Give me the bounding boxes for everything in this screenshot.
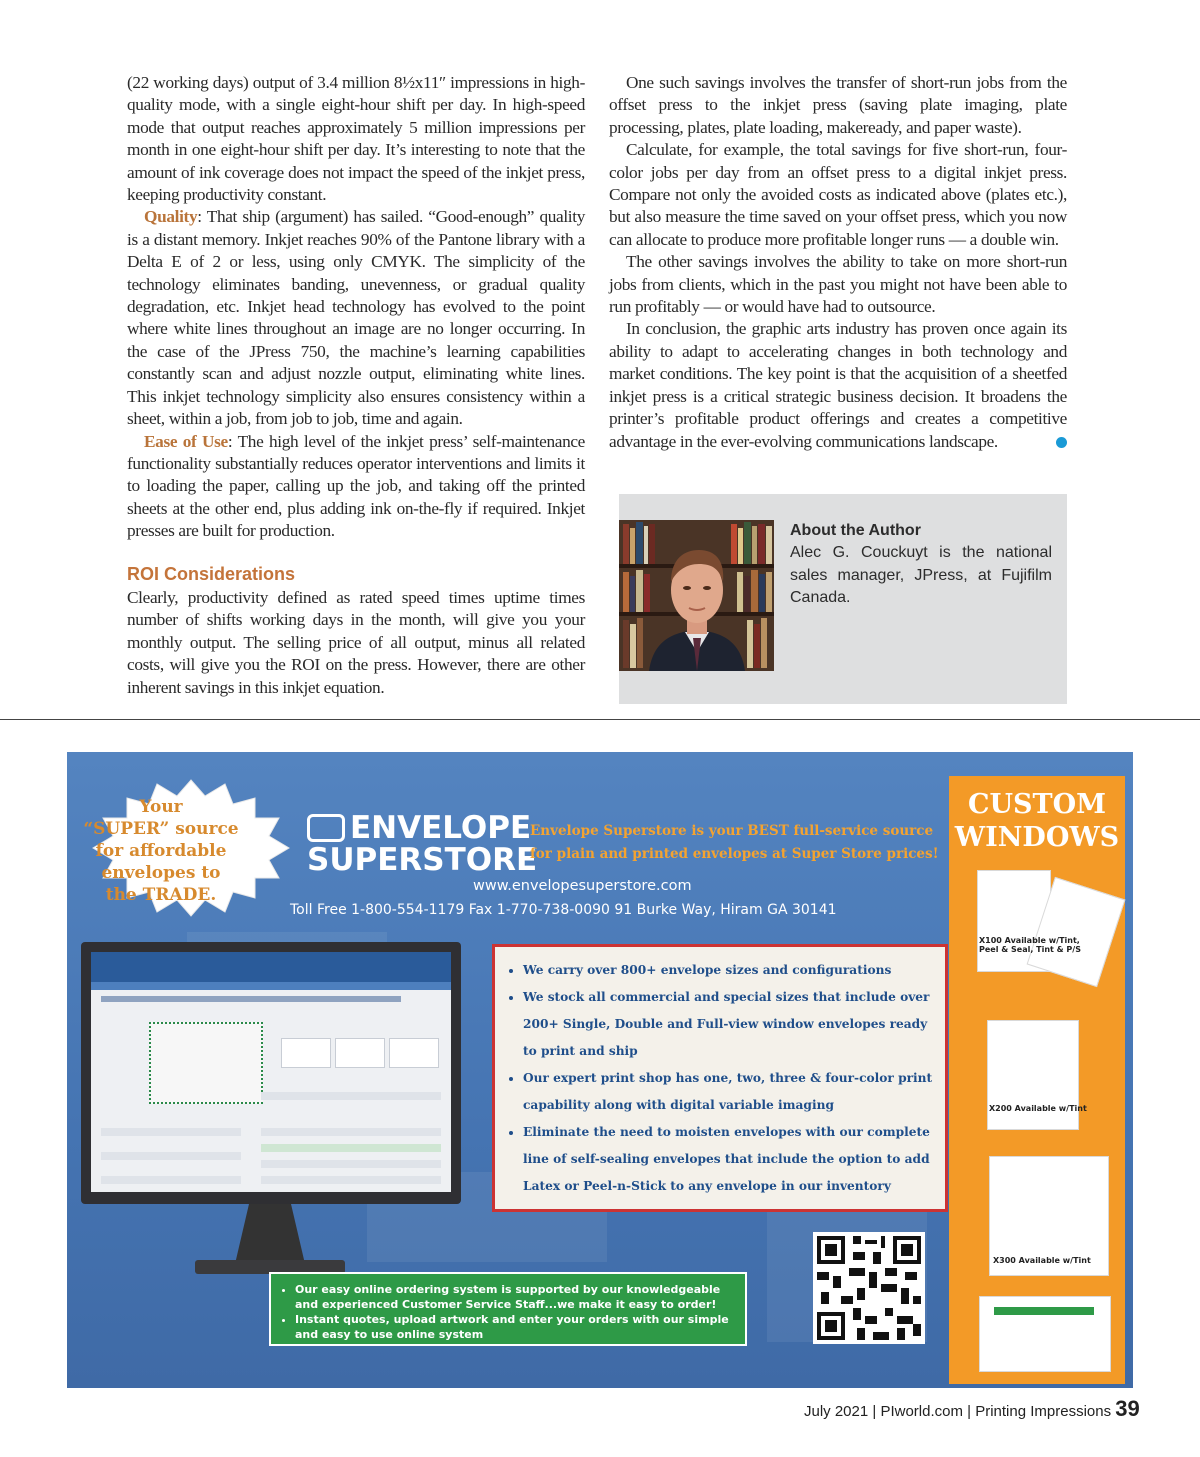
end-mark-dot — [1056, 437, 1067, 448]
page-divider — [0, 719, 1200, 720]
author-bio — [790, 520, 1052, 610]
envelope-superstore-ad — [67, 752, 1133, 1388]
conclusion-text: In conclusion, the graphic arts industry has proven once again its ability to adapt to accelerating changes in both technology and market conditions. The key point is that the acquisition of a sheetfed inkjet press is a critical strategic business decision. It broadens the printer’s profitable product offerings and creates a competitive advantage in the ever-evolving communications landscape. — [609, 319, 1067, 451]
envelope-strip — [994, 1307, 1094, 1315]
burst-line: for affordable — [95, 841, 227, 861]
burst-line: the TRADE. — [105, 885, 217, 905]
tagline-line: for plain and printed envelopes at Super Store prices! — [530, 846, 939, 862]
tagline-line: Envelope Superstore is your BEST full-service source — [530, 823, 934, 839]
screen-row — [261, 1144, 441, 1152]
ad-contact-line: Toll Free 1-800-554-1179 Fax 1-770-738-0090 91 Burke Way, Hiram GA 30141 — [290, 902, 837, 918]
burst-line: envelopes to — [101, 863, 221, 883]
website-screenshot — [91, 952, 451, 1192]
screen-row — [261, 1160, 441, 1168]
logo-word-superstore: SUPERSTORE — [307, 842, 538, 878]
window-envelope-open — [979, 1296, 1111, 1372]
ad-url: www.envelopesuperstore.com — [473, 878, 692, 894]
page-footer — [804, 1396, 1140, 1422]
window-envelope-x200 — [987, 1020, 1079, 1130]
feature-item: • We carry over 800+ envelope sizes and configurations — [523, 957, 935, 984]
logo-word-envelope: ENVELOPE — [350, 810, 532, 846]
article-paragraph-conclusion — [609, 318, 1067, 452]
burst-line: “SUPER” source — [83, 819, 239, 839]
author-photo — [619, 520, 774, 671]
starburst-text — [81, 796, 241, 906]
screen-option — [335, 1038, 385, 1068]
article-paragraph: Clearly, productivity defined as rated speed times uptime times number of shifts working days in the month, will give you your monthly output. The selling price of all output, minus all related costs, will give you the ROI on the press. However, there are other inherent savings in this inkjet equation. — [127, 587, 585, 697]
envelope-label-x300: X300 Available w/Tint — [993, 1256, 1091, 1265]
article-paragraph-quality — [127, 206, 585, 430]
screen-nav — [91, 982, 451, 990]
runin-quality: Quality — [144, 207, 198, 227]
envelope-label-x200: X200 Available w/Tint — [989, 1104, 1087, 1113]
screen-row — [101, 1128, 241, 1136]
section-heading-roi: ROI Considerations — [127, 563, 296, 584]
article-paragraph: One such savings involves the transfer of short-run jobs from the offset press to the inkjet press (saving plate imaging, plate processing, plates, plate loading, makeready, and paper waste). — [609, 73, 1067, 137]
article-paragraph: Calculate, for example, the total savings for five short-run, four-color jobs per day from an offset press to a digital inkjet press. Compare not only the avoided costs as indicated above (plates etc.), but also measure the time saved on your offset press, which you now can allocate to produce more profitable longer runs — a double win. — [609, 140, 1067, 249]
author-bio-text: Alec G. Couckuyt is the national sales manager, JPress, at Fujifilm Canada. — [790, 544, 1052, 607]
title-line: CUSTOM — [967, 789, 1107, 820]
screen-option — [389, 1038, 439, 1068]
ad-tagline — [530, 820, 950, 866]
envelope-label-x100: X100 Available w/Tint, Peel & Seal, Tint & P/S — [979, 936, 1081, 954]
screen-option — [281, 1038, 331, 1068]
article-paragraph: The other savings involves the ability to take on more short-run jobs from clients, which in the past you might not have been able to run profitably — or would have had to outsource. — [609, 252, 1067, 317]
monitor-illustration — [81, 942, 461, 1204]
screen-header — [91, 952, 451, 982]
article-right-column — [609, 72, 1067, 453]
envelope-logo-icon — [307, 814, 345, 842]
about-author-box — [619, 494, 1067, 704]
article-left-column — [127, 72, 585, 699]
page-number: 39 — [1115, 1396, 1140, 1421]
screen-row — [101, 1176, 241, 1184]
article-paragraph: (22 working days) output of 3.4 million 8½x11″ impressions in high-quality mode, with a single eight-hour shift per day. In high-speed mode that output reaches approximately 5 million impressions per month in one eight-hour shift per day. It’s interesting to note that the amount of ink coverage does not impact the speed of the inkjet press, keeping productivity constant. — [127, 73, 585, 205]
screen-row — [261, 1128, 441, 1136]
screen-row — [101, 1152, 241, 1160]
title-line: WINDOWS — [954, 822, 1120, 853]
runin-ease-of-use: Ease of Use — [144, 431, 228, 451]
feature-item: • We stock all commercial and special sizes that include over 200+ Single, Double and Full-view window envelopes ready to print and ship — [523, 984, 935, 1065]
burst-line: Your — [139, 797, 183, 817]
ad-features-box — [492, 944, 948, 1212]
feature-item: • Our expert print shop has one, two, three & four-color print capability along with digital variable imaging — [523, 1065, 935, 1119]
custom-windows-panel — [949, 776, 1125, 1384]
quality-text: : That ship (argument) has sailed. “Good-enough” quality is a distant memory. Inkjet reaches 90% of the Pantone library with a Delta E of 2 or less, using only CMYK. The simplicity of the technology eliminates banding, unevenness, or gradual quality degradation, etc. Inkjet head technology has evolved to the point where white lines throughout an image are no longer occurring. In the case of the JPress 750, the machine’s learning capabilities constantly scan and adjust nozzle output, eliminating white lines. This inkjet technology simplicity also ensures consistency within a sheet, within a job, from job to job, time and again. — [127, 207, 585, 429]
ease-text: : The high level of the inkjet press’ self-maintenance functionality substantially reduces operator interventions and limits it to loading the paper, calling up the job, and taking off the printed sheets at the other end, plus adding ink on-the-fly if required. Inkjet presses are built for production. — [127, 431, 585, 541]
author-heading: About the Author — [790, 522, 921, 539]
custom-windows-title — [949, 788, 1125, 854]
online-ordering-box — [269, 1272, 747, 1346]
ordering-item: • Instant quotes, upload artwork and enter your orders with our simple and easy to use online system — [295, 1312, 735, 1342]
footer-text: July 2021 | PIworld.com | Printing Impressions — [804, 1403, 1116, 1420]
article-paragraph-ease — [127, 431, 585, 543]
screen-title-line — [101, 996, 401, 1002]
screen-row — [261, 1092, 441, 1100]
feature-item: • Eliminate the need to moisten envelopes with our complete line of self-sealing envelopes that include the option to add Latex or Peel-n-Stick to any envelope in our inventory — [523, 1119, 935, 1200]
screen-row — [261, 1176, 441, 1184]
screen-envelope-preview — [149, 1022, 263, 1104]
ordering-item: • Our easy online ordering system is supported by our knowledgeable and experienced Customer Service Staff...we make it easy to order! — [295, 1282, 735, 1312]
qr-code — [813, 1232, 925, 1344]
